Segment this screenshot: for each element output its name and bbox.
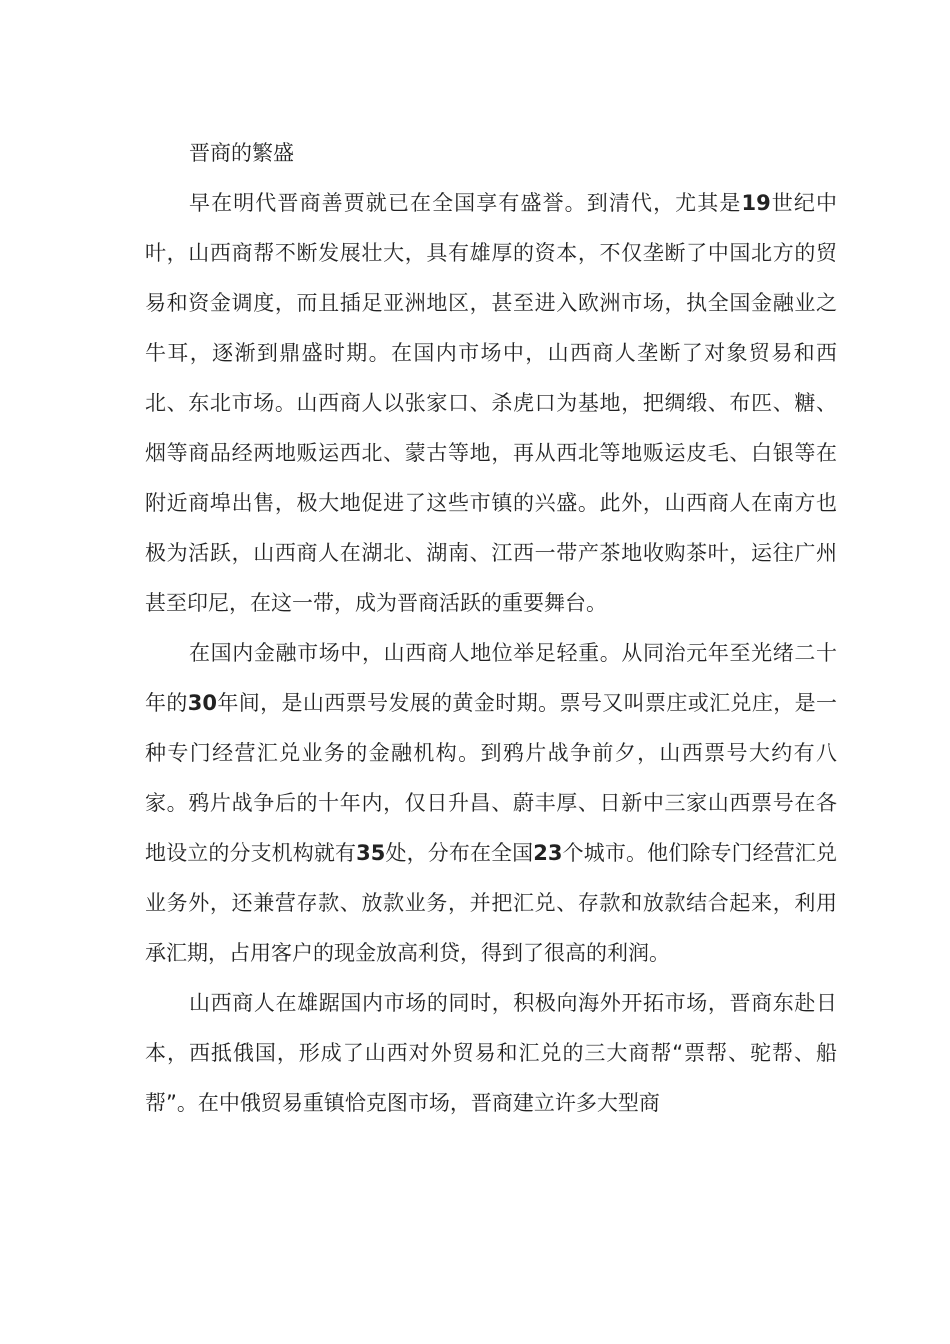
paragraph-1: 早在明代晋商善贾就已在全国享有盛誉。到清代，尤其是19世纪中叶，山西商帮不断发展壮大，具有雄厚的资本，不仅垄断了中国北方的贸易和资金调度，而且插足亚洲地区，甚至进入欧洲市场，执全国金融业之牛耳，逐渐到鼎盛时期。在国内市场中，山西商人垄断了对象贸易和西北、东北市场。山西商人以张家口、杀虎口为基地，把绸缎、布匹、糖、烟等商品经两地贩运西北、蒙古等地，再从西北等地贩运皮毛、白银等在附近商埠出售，极大地促进了这些市镇的兴盛。此外，山西商人在南方也极为活跃，山西商人在湖北、湖南、江西一带产茶地收购茶叶，运往广州甚至印尼，在这一带，成为晋商活跃的重要舞台。 (145, 191, 837, 615)
paragraph-3: 山西商人在雄踞国内市场的同时，积极向海外开拓市场，晋商东赴日本，西抵俄国，形成了山西对外贸易和汇兑的三大商帮“票帮、驼帮、船帮”。在中俄贸易重镇恰克图市场，晋商建立许多大型商 (145, 991, 837, 1115)
number-text: 30 (187, 691, 217, 715)
paragraph-2: 在国内金融市场中，山西商人地位举足轻重。从同治元年至光绪二十年的30年间，是山西票号发展的黄金时期。票号又叫票庄或汇兑庄，是一种专门经营汇兑业务的金融机构。到鸦片战争前夕，山西票号大约有八家。鸦片战争后的十年内，仅日升昌、蔚丰厚、日新中三家山西票号在各地设立的分支机构就有35处，分布在全国23个城市。他们除专门经营汇兑业务外，还兼营存款、放款业务，并把汇兑、存款和放款结合起来，利用承汇期，占用客户的现金放高利贷，得到了很高的利润。 (145, 641, 838, 965)
section-heading: 晋商的繁盛 (189, 141, 294, 165)
number-text: 19 (741, 191, 771, 215)
number-text: 35 (356, 841, 386, 865)
number-text: 23 (533, 841, 563, 865)
document-body (145, 128, 837, 1128)
